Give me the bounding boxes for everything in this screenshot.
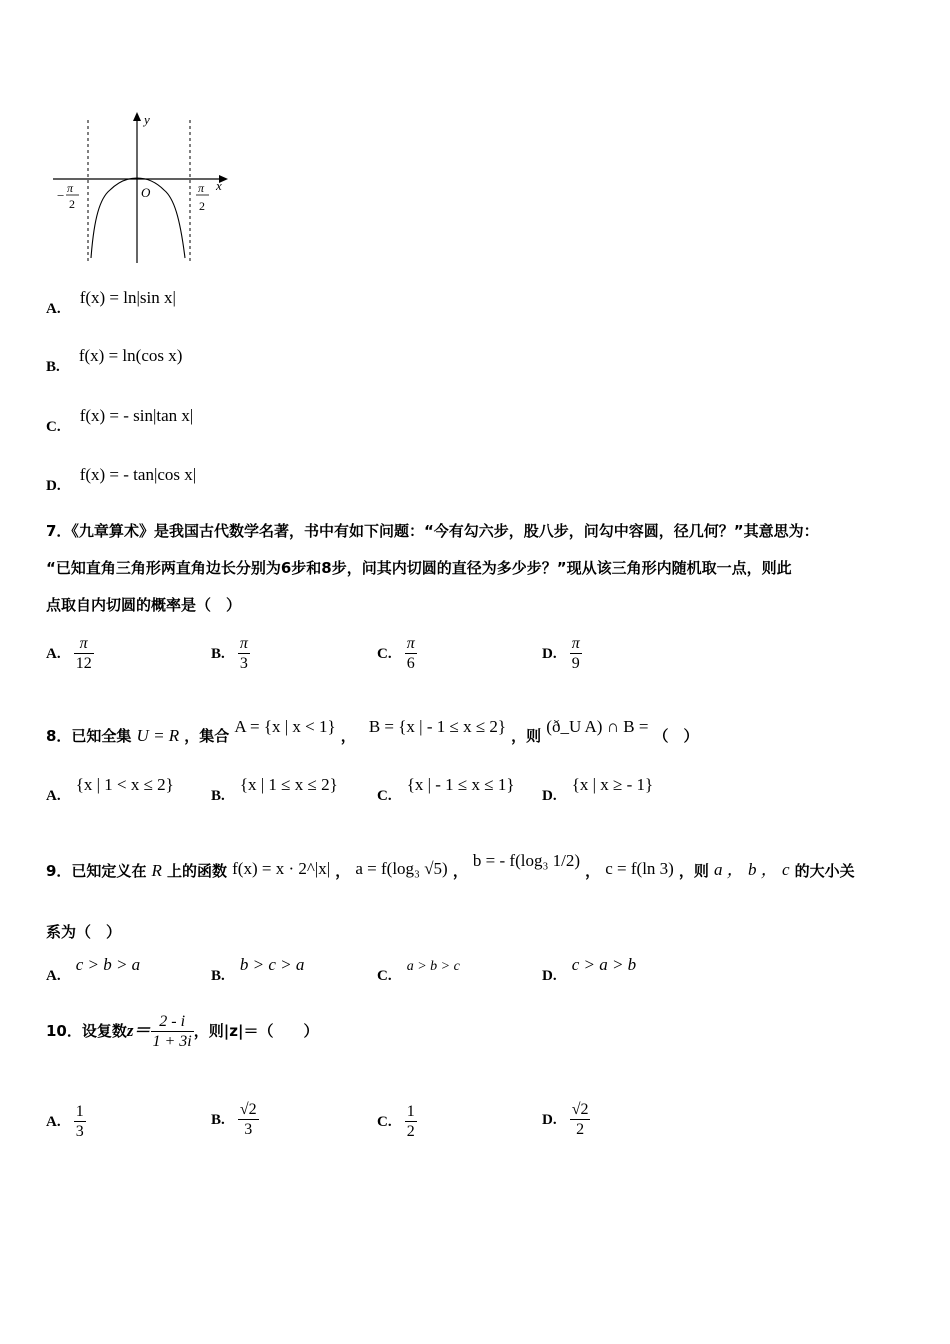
q8-stem: 8．已知全集 U = R ，集合 A = {x | x < 1} ， B = {x | - 1 ≤ x ≤ 2} ，则 (ð_U A) ∩ B = （ ）: [46, 717, 699, 745]
left-tick-num: π: [67, 181, 74, 195]
q6-b-expr: f(x) = ln(cos x): [78, 346, 183, 365]
left-tick-den: 2: [69, 197, 75, 211]
q6-option-d: D. f(x) = - tan|cos x|: [46, 465, 197, 494]
q6-option-b: B. f(x) = ln(cos x): [46, 346, 183, 375]
q6-option-a: A. f(x) = ln|sin x|: [46, 288, 176, 317]
q6-option-c: C. f(x) = - sin|tan x|: [46, 406, 194, 435]
q10-option-b: B. $\frac{√2}{3}$: [211, 1101, 257, 1138]
q7-option-c: C. $\frac{\pi}{6}$: [377, 635, 415, 672]
q10-option-c: C. $\frac{1}{2}$: [377, 1103, 415, 1140]
y-axis-arrow: [133, 112, 141, 121]
x-axis-label: x: [216, 178, 222, 193]
q7-line3: 点取自内切圆的概率是（ ）: [46, 596, 242, 614]
q7-line2: “已知直角三角形两直角边长分别为6步和8步，问其内切圆的直径为多少步？”现从该三角形内随机取一点，则此: [46, 559, 792, 577]
q6-a-expr: f(x) = ln|sin x|: [79, 288, 176, 307]
q8-set-a: A = {x | x < 1}: [234, 717, 336, 736]
right-tick-den: 2: [199, 199, 205, 213]
q9-option-d: D. c > a > b: [542, 955, 637, 984]
q6-c-expr: f(x) = - sin|tan x|: [79, 406, 194, 425]
q9-option-b: B. b > c > a: [211, 955, 305, 984]
q9-c-def: c = f(ln 3): [605, 859, 674, 878]
q8-option-d: D. {x | x ≥ - 1}: [542, 775, 654, 804]
q7-option-d: D. $\frac{\pi}{9}$: [542, 635, 580, 672]
q7-option-a: A. $\frac{\pi}{12}$: [46, 635, 92, 672]
q10-stem: 10．设复数z＝ $\frac{2 - i}{1 + 3i}$ ，则|z|＝（ ）: [46, 1013, 319, 1050]
q7-option-b: B. $\frac{\pi}{3}$: [211, 635, 248, 672]
q9-func: f(x) = x · 2^|x|: [232, 859, 331, 878]
q9-b-def: b = - f(log₃ 1/2): [472, 851, 581, 870]
q9-a-def: a = f(log₃ √5): [355, 859, 448, 878]
q8-universe: U = R: [136, 726, 180, 745]
q8-option-b: B. {x | 1 ≤ x ≤ 2}: [211, 775, 338, 804]
q6-d-expr: f(x) = - tan|cos x|: [79, 465, 197, 484]
q8-expr: (ð_U A) ∩ B =: [546, 717, 649, 736]
q10-option-a: A. $\frac{1}{3}$: [46, 1103, 84, 1140]
q9-option-c: C. a > b > c: [377, 959, 460, 984]
q8-set-b: B = {x | - 1 ≤ x ≤ 2}: [368, 717, 507, 736]
q9-line2: 系为（ ）: [46, 923, 122, 941]
q8-option-c: C. {x | - 1 ≤ x ≤ 1}: [377, 775, 515, 804]
curve: [91, 178, 185, 258]
origin-label: O: [141, 185, 151, 200]
q10-fraction: $\frac{2 - i}{1 + 3i}$: [152, 1013, 192, 1050]
right-tick-num: π: [198, 181, 205, 195]
q9-option-a: A. c > b > a: [46, 955, 141, 984]
function-graph: [48, 108, 238, 268]
left-tick-sign: −: [57, 188, 65, 203]
q7-stem: [46, 513, 916, 624]
y-axis-label: y: [144, 112, 150, 127]
q9-stem: 9．已知定义在 R 上的函数 f(x) = x · 2^|x| ， a = f(log₃ √5) ， b = - f(log₃ 1/2) ， c = f(ln 3) ，则 a ， b ， c 的大小关: [46, 851, 855, 880]
q7-line1: 7．《九章算术》是我国古代数学名著，书中有如下问题：“今有勾六步，股八步，问勾中容圆，径几何？”其意思为：: [46, 522, 819, 540]
q8-option-a: A. {x | 1 < x ≤ 2}: [46, 775, 174, 804]
q10-option-d: D. $\frac{√2}{2}$: [542, 1101, 589, 1138]
